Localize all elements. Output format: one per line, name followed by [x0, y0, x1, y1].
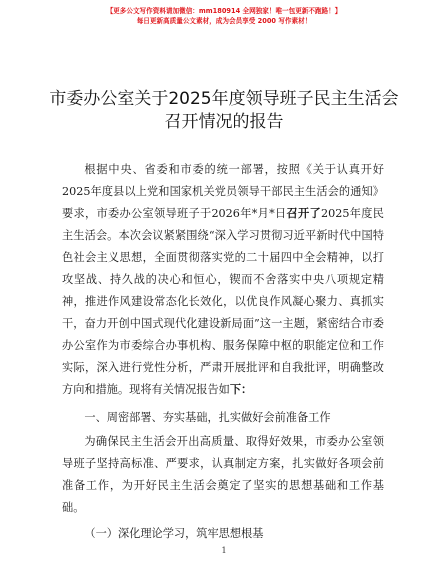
section-heading-1: 一、周密部署、夯实基础，扎实做好会前准备工作: [84, 411, 331, 424]
intro-end-highlight: 下：: [229, 383, 253, 396]
promo-banner-line1: 【更多公文写作资料请加微信：mm180914 全网独家！唯一包更新不跑路！】: [106, 7, 342, 15]
document-body: [62, 159, 384, 545]
intro-highlight: 召开了: [286, 207, 322, 220]
document-title-line2: 召开情况的报告: [164, 112, 284, 132]
subsection-heading-1: （一）深化理论学习，筑牢思想根基: [84, 527, 264, 540]
intro-text-after: 2025年度民主生活会。本次会议紧紧围绕“深入学习贯彻习近平新时代中国特色社会主义思想，全面贯彻落实党的二十届四中全会精神，以打攻坚战、持久战的决心和恒心，锲而不舍落实中央八项规定精神，推进作风建设常态化长效化，以优良作风凝心聚力、真抓实干，奋力开创中国式现代化建设新局面”这一主题，紧密结合市委办公室作为市委综合办事机构、服务保障中枢的职能定位和工作实际，深入进行党性分析，严肃开展批评和自我批评，明确整改方向和措施。现将有关情况报告如: [62, 207, 384, 396]
promo-banner: [0, 6, 448, 26]
document-title-line1: 市委办公室关于2025年度领导班子民主生活会: [49, 89, 399, 109]
promo-banner-line2: 每日更新高质量公文素材，成为会员享受 2000 写作素材！: [136, 17, 312, 25]
section-paragraph-2: 为确保民主生活会开出高质量、取得好效果，市委办公室领导班子坚持高标准、严要求，认真制定方案，扎实做好各项会前准备工作，为开好民主生活会奠定了坚实的思想基础和工作基础。: [62, 435, 384, 514]
page-number: 1: [221, 546, 227, 555]
intro-text-before: 根据中央、省委和市委的统一部署，按照《关于认真开好2025年度县以上党和国家机关党员领导干部民主生活会的通知》要求，市委办公室领导班子于2026年*月*日: [62, 163, 384, 220]
document-title: [0, 88, 448, 134]
intro-paragraph: [62, 159, 384, 401]
